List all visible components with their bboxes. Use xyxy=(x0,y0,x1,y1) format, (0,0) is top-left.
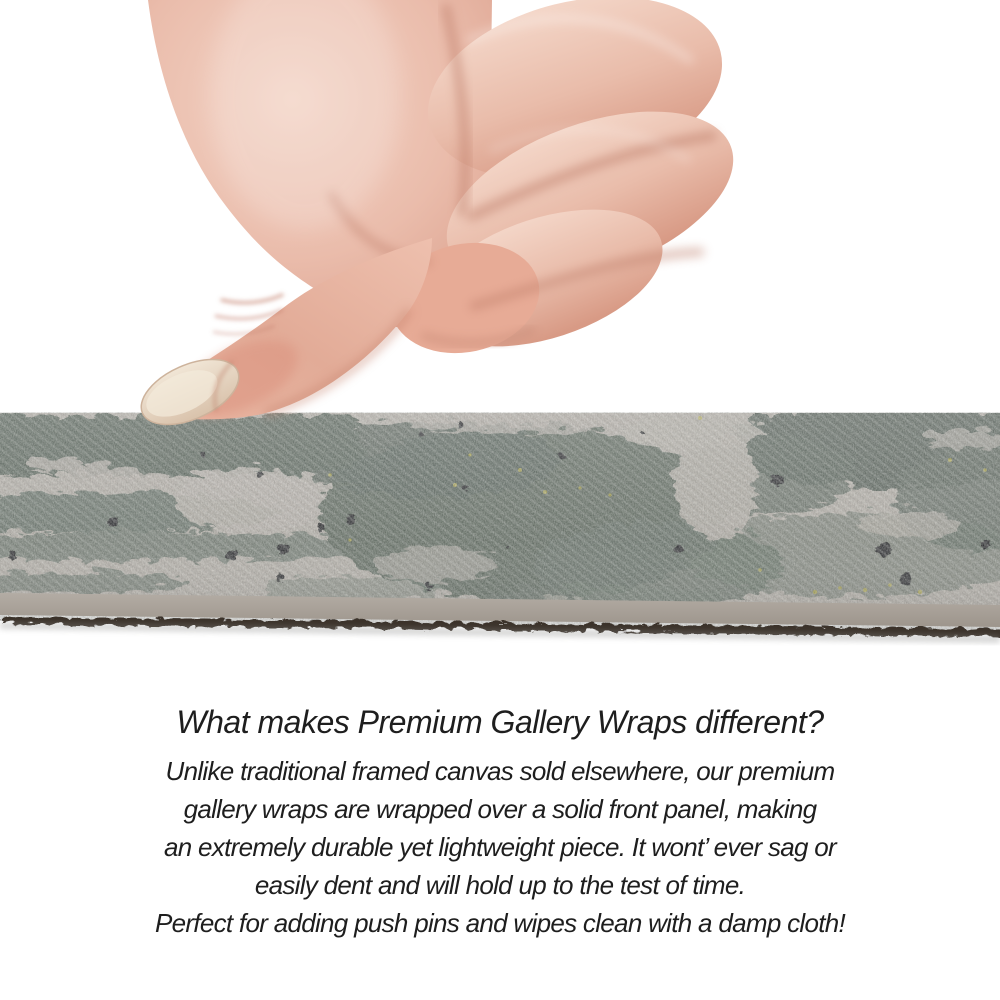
info-line-4: easily dent and will hold up to the test of time. xyxy=(254,870,746,900)
info-line-5: Perfect for adding push pins and wipes clean with a damp cloth! xyxy=(154,908,846,938)
hand-photo xyxy=(0,0,1000,430)
canvas-edge-photo xyxy=(0,400,1000,660)
info-text-block xyxy=(0,700,1000,942)
info-line-1: Unlike traditional framed canvas sold elsewhere, our premium xyxy=(165,756,835,786)
info-line-2: gallery wraps are wrapped over a solid front panel, making xyxy=(183,794,817,824)
info-title: What makes Premium Gallery Wraps different? xyxy=(176,704,824,740)
info-line-3: an extremely durable yet lightweight piece. It wont’ ever sag or xyxy=(163,832,837,862)
thumb-wrinkles xyxy=(214,295,282,334)
